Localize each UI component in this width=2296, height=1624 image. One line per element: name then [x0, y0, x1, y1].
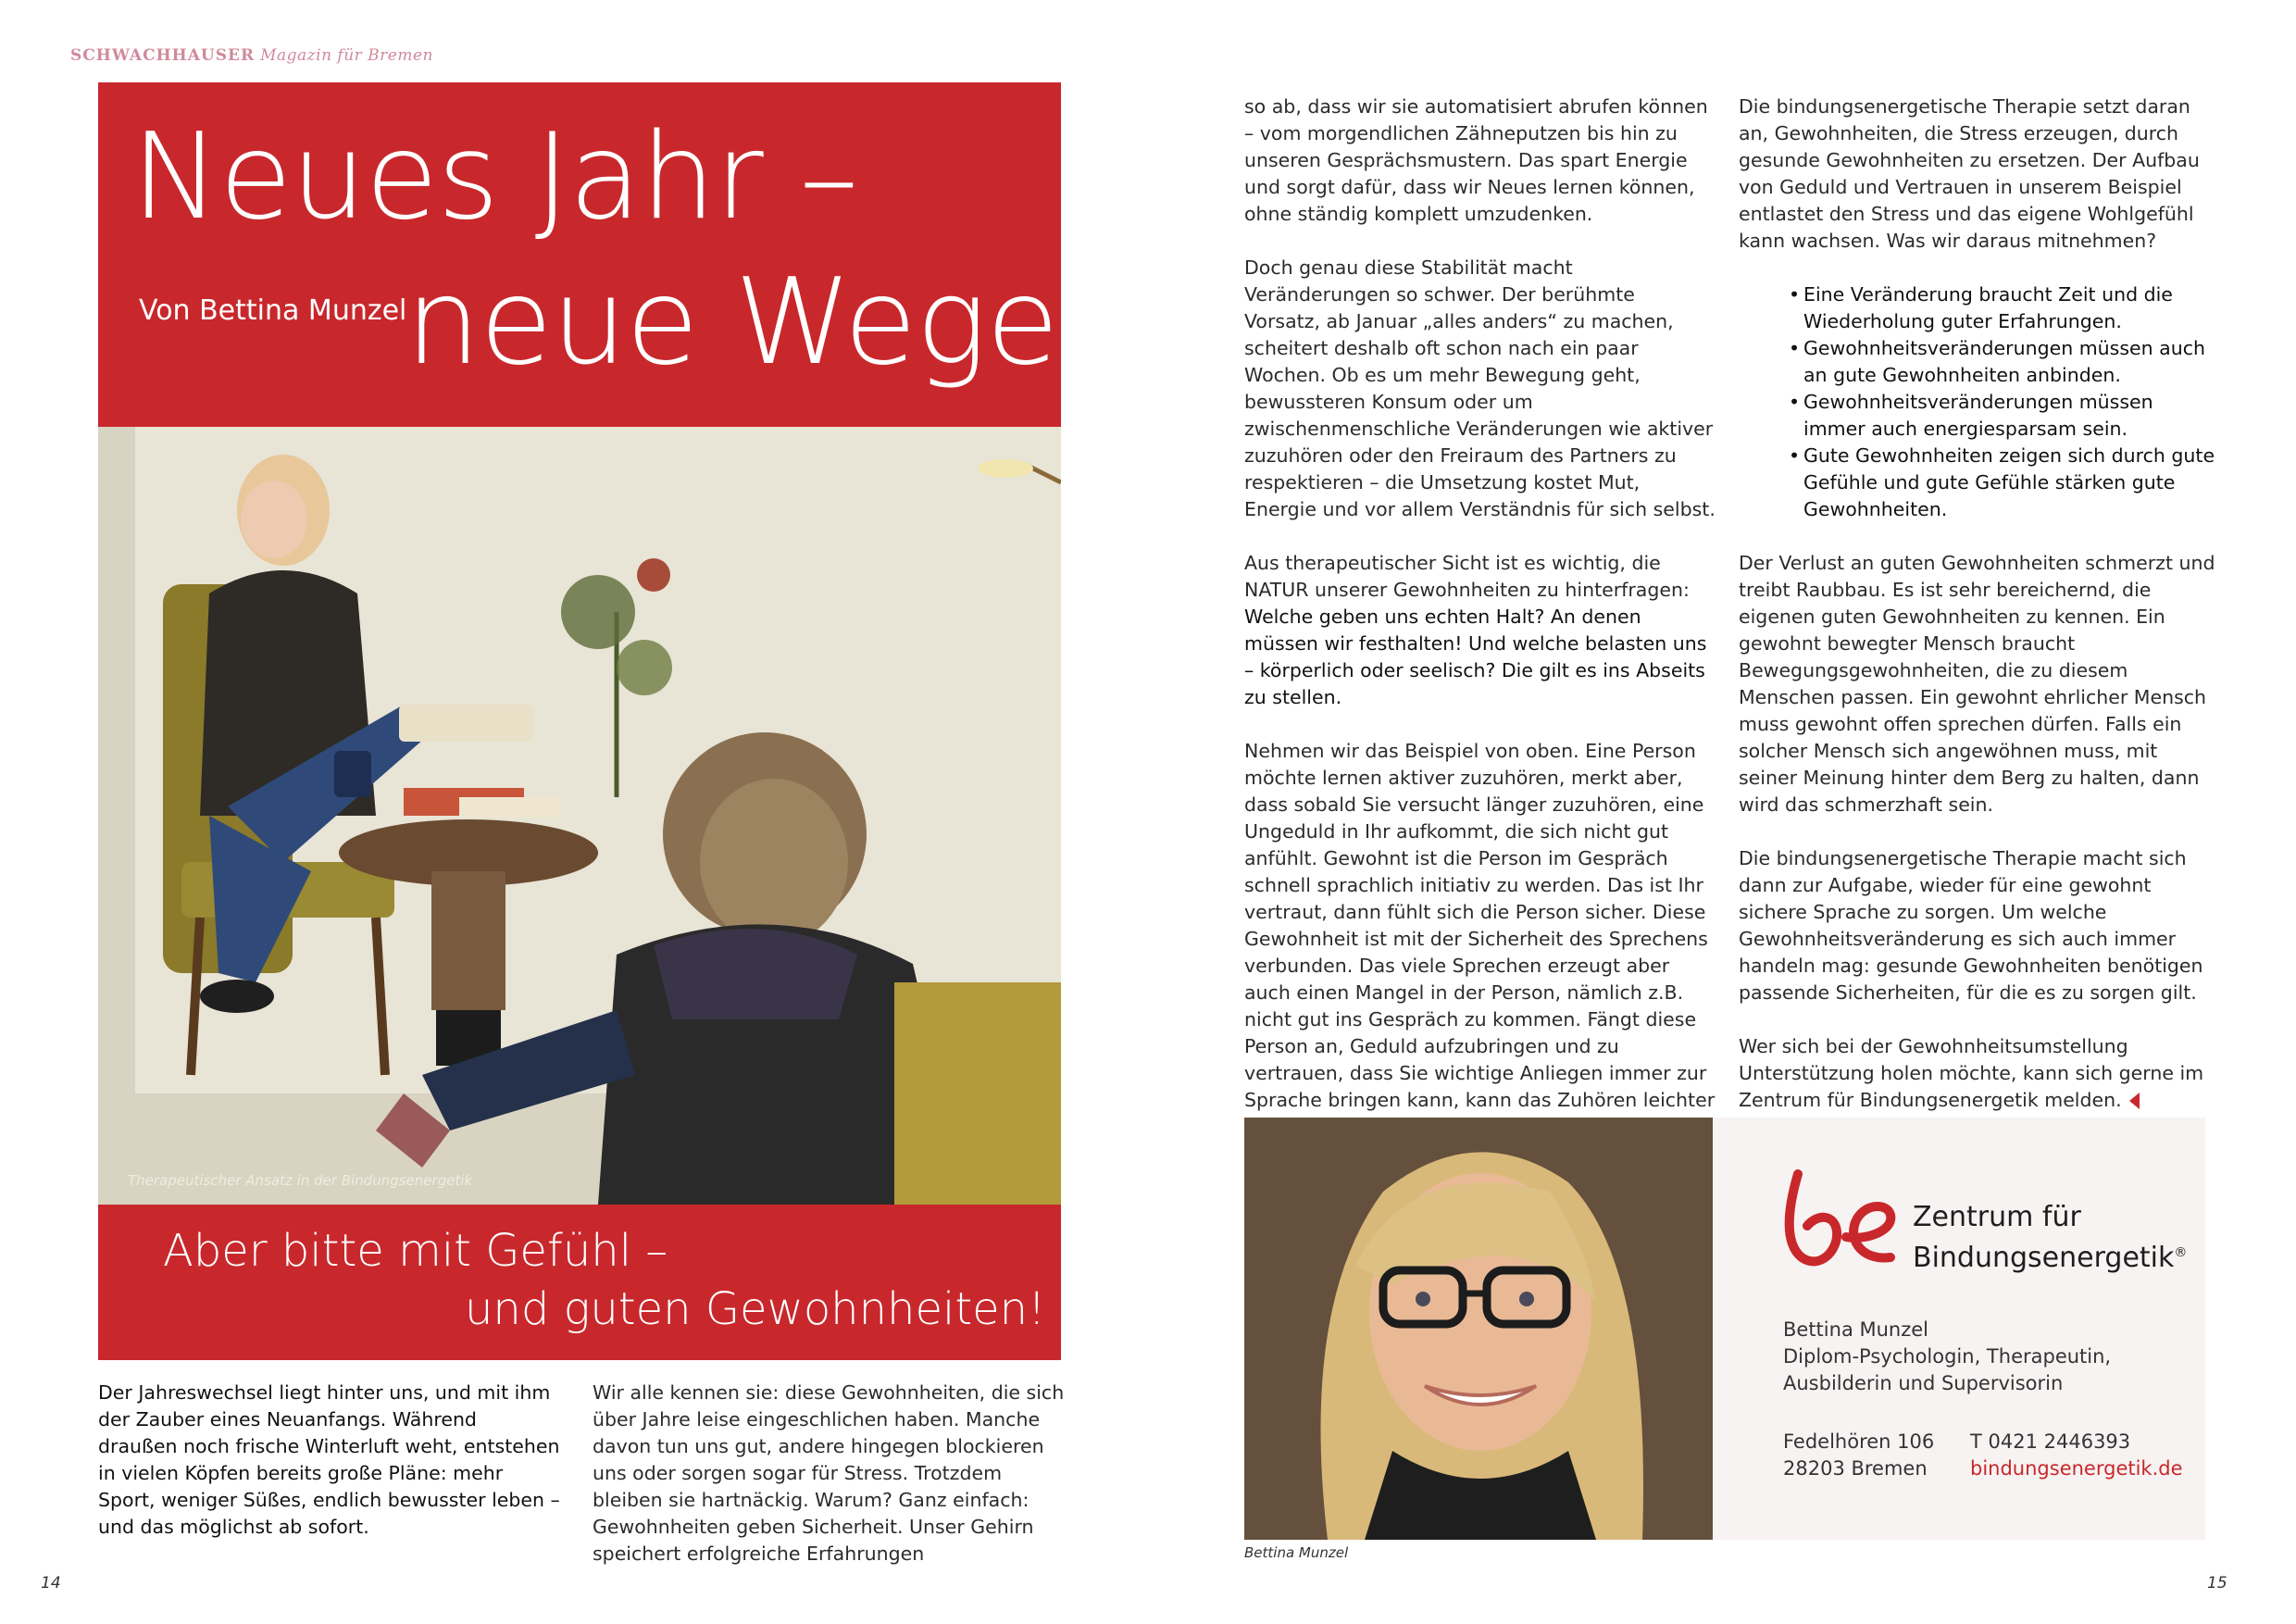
article-title-line2: neue Wege	[406, 254, 1058, 392]
website-link[interactable]: bindungsenergetik.de	[1970, 1457, 2183, 1480]
article-subtitle-line2: und guten Gewohnheiten!	[465, 1283, 1046, 1335]
registered-mark: ®	[2174, 1245, 2188, 1260]
magazine-masthead	[70, 46, 433, 65]
paragraph: Der Verlust an guten Gewohnheiten schmerzt und treibt Raubbau. Es ist sehr bereichernd, die eigenen guten Gewohnheiten zu kennen. Ein gewohnt bewegter Mensch braucht Bewegungsgewohnheiten, die zu diesem Menschen passen. Ein gewohnt ehrlicher Mensch muss gewohnt offen sprechen dürfen. Falls ein solcher Mensch sich angewöhnen muss, mit seiner Meinung hinter dem Berg zu halten, dann wird das schmerzhaft sein.	[1739, 552, 2215, 816]
paragraph	[1244, 550, 1716, 711]
portrait-caption: Bettina Munzel	[1244, 1544, 1349, 1561]
article-title-line1: Neues Jahr –	[131, 108, 858, 246]
end-of-article-icon	[2129, 1093, 2140, 1109]
paragraph: Doch genau diese Stabilität macht Veränderungen so schwer. Der berühmte Vorsatz, ab Januar „alles anders“ zu machen, scheitert deshalb oft schon nach ein paar Wochen. Ob es um mehr Bewegung geht, bewussteren Konsum oder um zwischenmenschliche Veränderungen wie aktiver zuzuhören oder den Freiraum des Partners zu respektieren – die Umsetzung kostet Mut, Energie und vor allem Verständnis für sich selbst.	[1244, 256, 1716, 520]
contact-name: Bettina Munzel	[1783, 1318, 1928, 1341]
list-item: • Gewohnheitsveränderungen müssen immer auch energiesparsam sein.	[1789, 389, 2220, 443]
role-line2: Ausbilderin und Supervisorin	[1783, 1372, 2064, 1394]
address-street: Fedelhören 106	[1783, 1430, 1935, 1453]
contact-address	[1783, 1429, 1934, 1482]
paragraph-emphasis: Welche geben uns echten Halt? An denen müssen wir festhalten! Und welche belasten uns – körperlich oder seelisch? Die gilt es ins Abseits zu stellen.	[1244, 606, 1707, 708]
intro-paragraph: Der Jahreswechsel liegt hinter uns, und mit ihm der Zauber eines Neuanfangs. Während draußen noch frische Winterluft weht, entstehen in vielen Köpfen bereits große Pläne: mehr Sport, weniger Süßes, endlich bewusster leben – und das möglichst ab sofort.	[98, 1381, 560, 1538]
paragraph: Die bindungsenergetische Therapie macht sich dann zur Aufgabe, wieder für eine gewohnt sichere Sprache zu sorgen. Um welche Gewohnheitsveränderung es sich auch immer handeln mag: gesunde Gewohnheiten benötigen passende Sicherheiten, für die es zu sorgen gilt.	[1739, 847, 2203, 1004]
bindungsenergetik-logo-icon	[1781, 1168, 1906, 1274]
body-column-2	[593, 1380, 1065, 1568]
body-column-1	[98, 1380, 561, 1541]
closing-text: Wer sich bei der Gewohnheitsumstellung Unterstützung holen möchte, kann sich gerne im Zentrum für Bindungsenergetik melden.	[1739, 1035, 2204, 1111]
list-item: • Gute Gewohnheiten zeigen sich durch gute Gefühle und gute Gefühle stärken gute Gewohnheiten.	[1789, 443, 2220, 523]
logo-line2: Bindungsenergetik	[1913, 1242, 2175, 1274]
list-item: • Gewohnheitsveränderungen müssen auch an gute Gewohnheiten anbinden.	[1789, 335, 2220, 389]
paragraph: Die bindungsenergetische Therapie setzt daran an, Gewohnheiten, die Stress erzeugen, durch gesunde Gewohnheiten zu ersetzen. Der Aufbau von Geduld und Vertrauen in unserem Beispiel entlastet den Stress und das eigene Wohlgefühl kann wachsen. Was wir daraus mitnehmen?	[1739, 95, 2200, 252]
logo-wordmark	[1913, 1200, 2187, 1276]
page-number-right: 15	[2207, 1574, 2227, 1593]
list-item: • Eine Veränderung braucht Zeit und die Wiederholung guter Erfahrungen.	[1789, 281, 2220, 335]
portrait-illustration	[1244, 1118, 1713, 1540]
takeaways-list	[1739, 281, 2220, 523]
body-column-4	[1739, 94, 2220, 1114]
paragraph-intro: Aus therapeutischer Sicht ist es wichtig, die NATUR unserer Gewohnheiten zu hinterfragen:	[1244, 552, 1690, 601]
masthead-brand: SCHWACHHAUSER	[70, 46, 256, 65]
address-city: 28203 Bremen	[1783, 1457, 1928, 1480]
article-byline: Von Bettina Munzel	[139, 294, 407, 327]
article-subtitle-line1: Aber bitte mit Gefühl –	[163, 1225, 668, 1277]
phone-number: T 0421 2446393	[1970, 1430, 2131, 1453]
article-photo	[98, 427, 1061, 1205]
logo-line1: Zentrum für	[1913, 1201, 2081, 1233]
role-line1: Diplom-Psychologin, Therapeutin,	[1783, 1345, 2112, 1368]
contact-role	[1783, 1343, 2111, 1397]
contact-phone-web	[1970, 1429, 2183, 1482]
masthead-tagline: Magazin für Bremen	[260, 46, 433, 65]
therapy-session-illustration	[98, 427, 1061, 1205]
paragraph: Nehmen wir das Beispiel von oben. Eine Person möchte lernen aktiver zuzuhören, merkt aber, dass sobald Sie versucht länger zuzuhören, eine Ungeduld in Ihr aufkommt, die sich nicht gut anfühlt. Gewohnt ist die Person im Gespräch schnell sprachlich initiativ zu werden. Das ist Ihr vertraut, dann fühlt sich die Person sicher. Diese Gewohnheit ist mit der Sicherheit des Sprechens verbunden. Das viele Sprechen erzeugt aber auch einen Mangel in der Person, nämlich z.B. nicht gut ins Gespräch zu kommen. Fängt diese Person an, Geduld aufzubringen und zu vertrauen, dass Sie wichtige Anliegen immer zur Sprache bringen kann, kann das Zuhören leichter	[1244, 740, 1716, 1111]
closing-paragraph	[1739, 1033, 2220, 1114]
photo-caption: Therapeutischer Ansatz in der Bindungsenergetik	[128, 1172, 473, 1189]
page-number-left: 14	[41, 1574, 61, 1593]
author-portrait	[1244, 1118, 1713, 1540]
paragraph: Wir alle kennen sie: diese Gewohnheiten, die sich über Jahre leise eingeschlichen haben. Manche davon tun uns gut, andere hingegen blockieren uns oder sorgen sogar für Stress. Trotzdem bleiben sie hartnäckig. Warum? Ganz einfach: Gewohnheiten geben Sicherheit. Unser Gehirn speichert erfolgreiche Erfahrungen	[593, 1381, 1065, 1565]
body-column-3	[1244, 94, 1716, 1168]
paragraph: so ab, dass wir sie automatisiert abrufen können – vom morgendlichen Zähneputzen bis hin zu unseren Gesprächsmustern. Das spart Energie und sorgt dafür, dass wir Neues lernen können, ohne ständig komplett umzudenken.	[1244, 95, 1708, 225]
